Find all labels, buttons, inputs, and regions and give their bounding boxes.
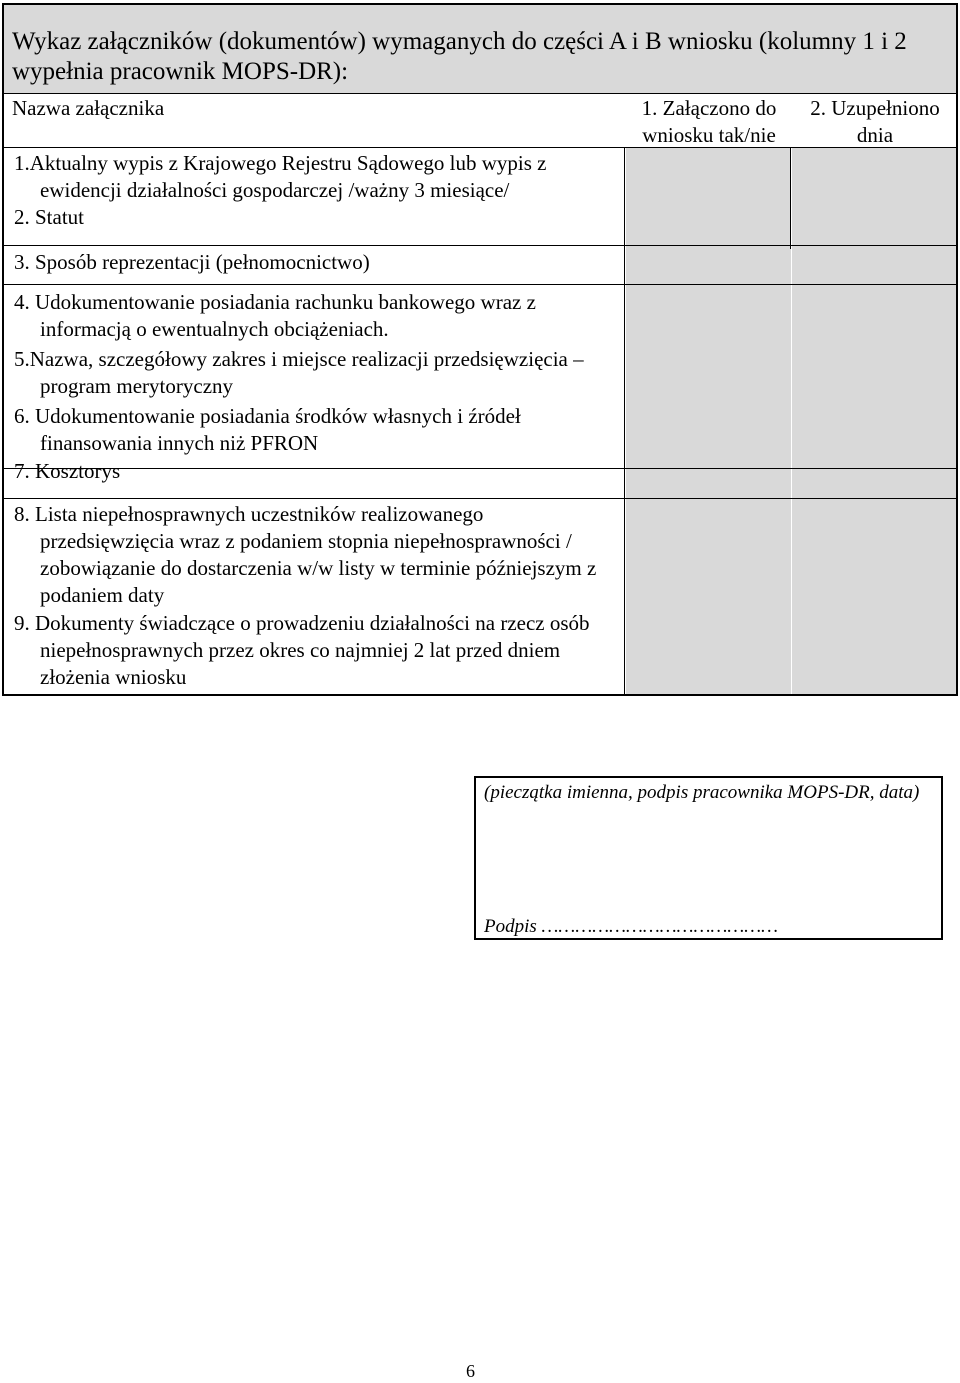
row-divider-representation [4, 284, 956, 285]
list-item: 5.Nazwa, szczegółowy zakres i miejsce realizacji przedsięwzięcia – program merytoryczny [14, 347, 584, 398]
signature-box[interactable] [474, 776, 943, 940]
completed-column-shade [792, 147, 956, 694]
header-attached: 1. Załączono do wniosku tak/nie [641, 96, 777, 147]
header-attachment-name: Nazwa załącznika [12, 96, 165, 120]
attachments-table [2, 3, 958, 696]
list-item: 8. Lista niepełnosprawnych uczestników realizowanego przedsięwzięcia wraz z podaniem stopnia niepełnosprawności / zobowiązanie do dostarczenia w/w listy w terminie późniejszym z podaniem daty [14, 502, 597, 607]
header-row-divider [4, 147, 956, 148]
list-item: 9. Dokumenty świadczące o prowadzeniu działalności na rzecz osób niepełnosprawnych przez okres co najmniej 2 lat przed dniem złożenia wniosku [14, 611, 590, 689]
header-completed-date: 2. Uzupełniono dnia [810, 96, 940, 147]
attached-column-shade [626, 147, 791, 694]
page-number: 6 [466, 1361, 475, 1381]
row-divider-statut [4, 245, 956, 246]
column-divider-2-top [790, 147, 791, 249]
list-item: 2. Statut [14, 205, 85, 229]
table-title: Wykaz załączników (dokumentów) wymaganych do części A i B wniosku (kolumny 1 i 2 wypełnia pracownik MOPS-DR): [12, 28, 907, 85]
row-divider-lista [4, 498, 956, 499]
list-item: 3. Sposób reprezentacji (pełnomocnictwo) [14, 250, 370, 274]
signature-line: Podpis …………………………………… [484, 916, 779, 937]
list-item: 1.Aktualny wypis z Krajowego Rejestru Sądowego lub wypis z ewidencji działalności gospodarczej /ważny 3 miesiące/ [14, 151, 547, 202]
list-item: 7. Kosztorys [14, 459, 121, 483]
list-item: 6. Udokumentowanie posiadania środków własnych i źródeł finansowania innych niż PFRON [14, 404, 521, 455]
list-item: 4. Udokumentowanie posiadania rachunku bankowego wraz z informacją o ewentualnych obciążeniach. [14, 290, 536, 341]
stamp-caption: (pieczątka imienna, podpis pracownika MOPS-DR, data) [484, 782, 920, 803]
column-divider-1 [624, 147, 625, 694]
